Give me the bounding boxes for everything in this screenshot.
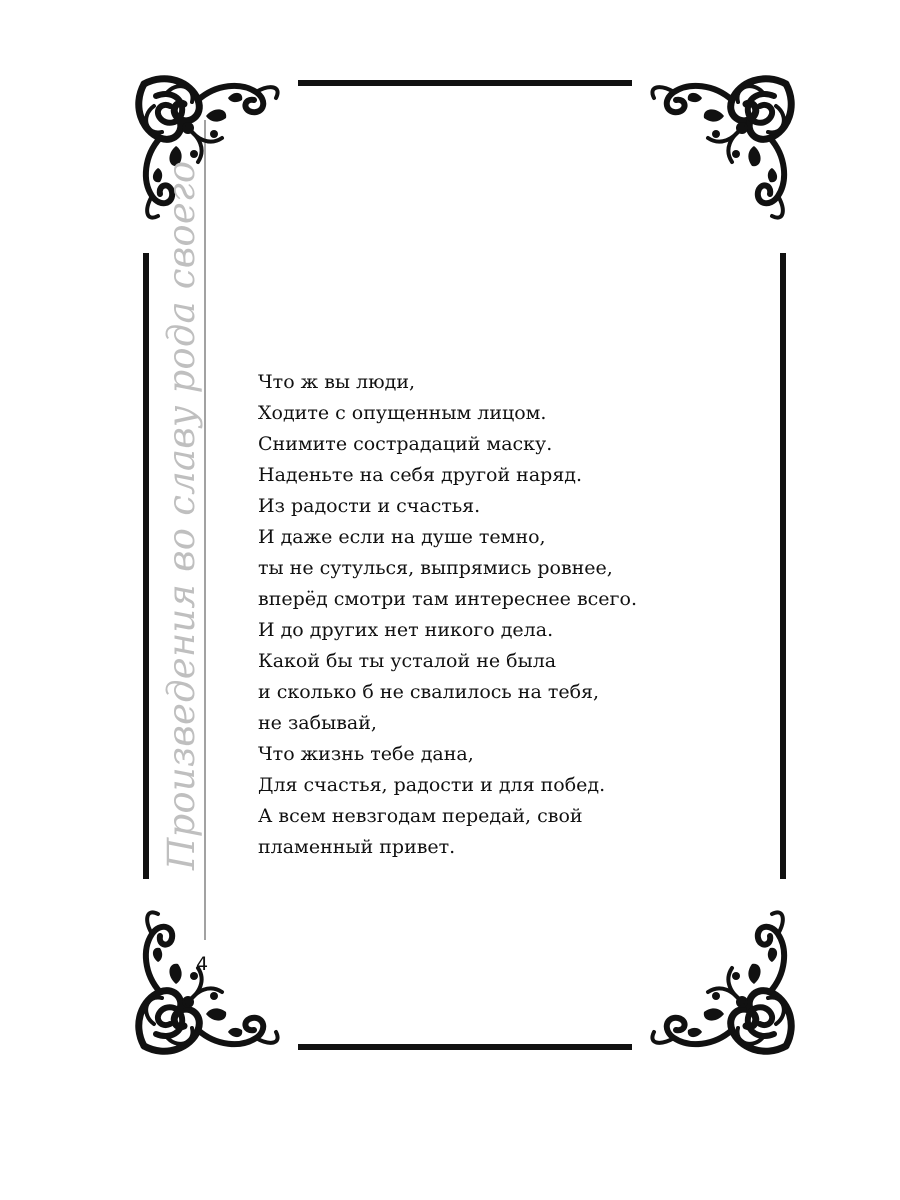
corner-ornament-bottom-left-icon bbox=[139, 912, 278, 1051]
poem-line: Какой бы ты усталой не была bbox=[258, 650, 557, 672]
frame-bar-right bbox=[780, 253, 786, 879]
poem-line: пламенный привет. bbox=[258, 836, 456, 858]
poem-line: Что жизнь тебе дана, bbox=[258, 743, 474, 765]
poem-line: не забывай, bbox=[258, 712, 377, 734]
corner-ornament-top-right-icon bbox=[652, 79, 791, 218]
poem-body bbox=[258, 367, 728, 863]
poem-line: И до других нет никого дела. bbox=[258, 619, 554, 641]
poem-line: Из радости и счастья. bbox=[258, 495, 481, 517]
frame-bar-bottom bbox=[298, 1044, 632, 1050]
poem-line: Для счастья, радости и для побед. bbox=[258, 774, 606, 796]
poem-line: ты не сутулься, выпрямись ровнее, bbox=[258, 557, 613, 579]
poem-line: Что ж вы люди, bbox=[258, 371, 416, 393]
poem-line: и сколько б не свалилось на тебя, bbox=[258, 681, 600, 703]
frame-bar-left bbox=[143, 253, 149, 879]
corner-ornament-bottom-right-icon bbox=[652, 912, 791, 1051]
poem-line: Ходите с опущенным лицом. bbox=[258, 402, 547, 424]
frame-bar-top bbox=[298, 80, 632, 86]
poem-line: А всем невзгодам передай, свой bbox=[258, 805, 583, 827]
poem-line: И даже если на душе темно, bbox=[258, 526, 546, 548]
poem-line: Снимите сострадаций маску. bbox=[258, 433, 553, 455]
poem-line: Наденьте на себя другой наряд. bbox=[258, 464, 583, 486]
poem-line: вперёд смотри там интереснее всего. bbox=[258, 588, 637, 610]
page-number: 4 bbox=[196, 953, 209, 975]
spine-title: Произведения во славу рода своего bbox=[160, 160, 203, 870]
